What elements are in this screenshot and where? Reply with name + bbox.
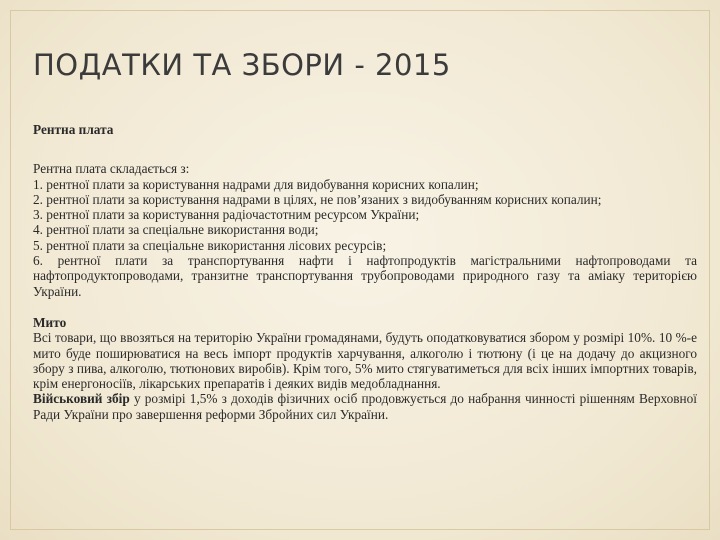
rent-item: 5. рентної плати за спеціальне використання лісових ресурсів; [33,237,387,253]
slide-content [33,122,697,422]
duty-text: Всі товари, що ввозяться на територію України громадянами, будуть оподатковуватися збором у розмірі 10%. 10 %-е мито буде поширюватися на весь імпорт продуктів харчування, алкоголю і тютюну (і це на додачу до акцизного збору з пива, алкоголю, тютюнових виробів). Крім того, 5% мито стягуватиметься для всіх інших імпортних товарів, крім енергоносіїв, лікарських препаратів і деяких видів медобладнання. [33,330,697,392]
rent-heading: Рентна плата [33,122,114,137]
military-bold-label: Військовий збір [33,391,130,407]
duty-heading: Мито [33,314,67,330]
rent-intro: Рентна плата складається з: [33,161,190,177]
rent-item: 6. рентної плати за транспортування нафти і нафтопродуктів магістральними нафтопроводами та нафтопродуктопроводами, транзитне транспортування трубопроводами природного газу та аміаку територією України. [33,253,697,299]
military-text: у розмірі 1,5% з доходів фізичних осіб продовжується до набрання чинності рішенням Верховної Ради України про завершення реформи Збройних сил України. [33,391,697,422]
page-title: ПОДАТКИ ТА ЗБОРИ - 2015 [33,48,451,82]
section-gap [33,299,697,315]
military-paragraph [33,391,697,422]
rent-item: 3. рентної плати за користування радіочастотним ресурсом України; [33,207,420,223]
rent-item: 2. рентної плати за користування надрами в цілях, не пов’язаних з видобуванням корисних копалин; [33,191,602,207]
rent-item: 4. рентної плати за спеціальне використання води; [33,222,319,238]
rent-item: 1. рентної плати за користування надрами для видобування корисних копалин; [33,176,479,192]
